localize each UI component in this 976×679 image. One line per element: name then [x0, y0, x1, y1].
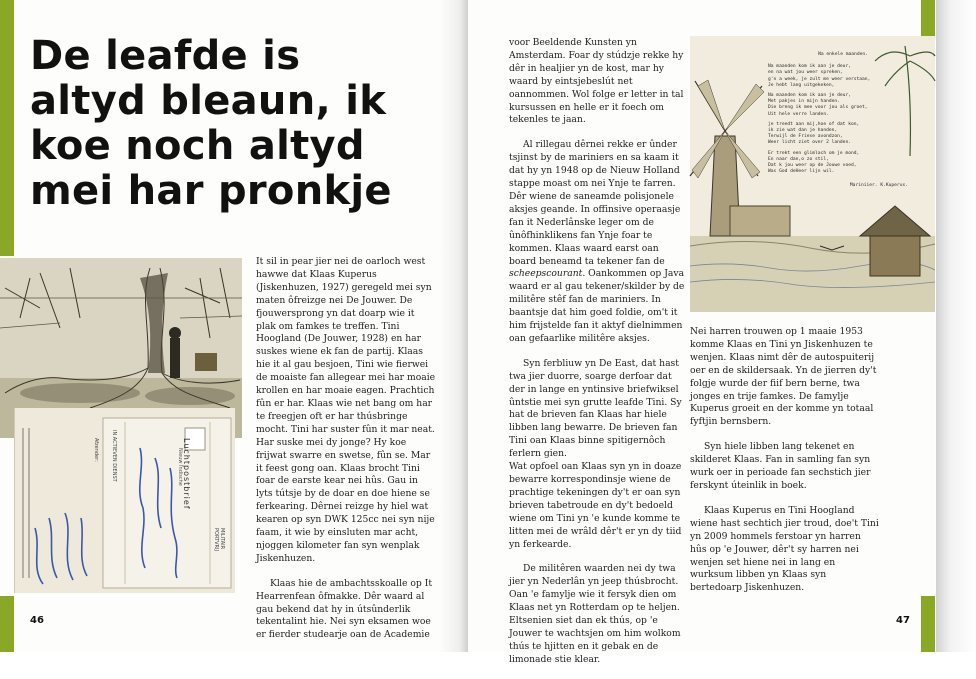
airmail-envelope-image [14, 408, 235, 593]
paragraph: Nei harren trouwen op 1 maaie 1953 komme Klaas en Tini yn Jiskenhuzen te wenjen. Klaas nimt dêr de autospuiterij oer en de skildersaak. Yn de jierren dy't folgje wurde der fiif bern berne, twa jonges en trije famkes. De famylje Kuperus groeit en der komme yn totaal fyftjin bernsbern. [690, 326, 877, 428]
paragraph: Klaas Kuperus en Tini Hoogland wiene hast sechtich jier troud, doe't Tini yn 2009 hommels ferstoar yn harren hûs op 'e Jouwer, dêr't sy harren nei wenjen set hiene nei in lang en wurksum libben yn Klaas syn bertedoarp Jiskenhuzen. [690, 504, 879, 594]
paragraph [509, 139, 687, 346]
paragraph: Syn ferbliuw yn De East, dat hast twa jier duorre, soarge derfoar dat der in lange en yntinsive briefwiksel ûntstie mei syn grutte leafde Tini. Sy hat de brieven fan Klaas har hiele libben lang bewarre. De brieven fan Tini oan Klaas binne spitigernôch ferlern gien. [509, 357, 682, 460]
left-page [0, 0, 468, 652]
poem-line: ik zie wat dan je handen, [768, 128, 838, 134]
envelope-service-label: IN ACTIEVEN DIENST [111, 430, 117, 482]
green-accent-bar [0, 0, 14, 256]
poem-line: Je hebt lang uitgekeken, [768, 82, 835, 88]
poem-line: Na maanden kom ik aan je deur, [768, 93, 851, 99]
envelope-portvrij-label: PORTVRIJ [213, 528, 219, 551]
poem-line: je treedt aan mij,hoe of dat kon, [768, 121, 860, 127]
page-number-right: 47 [896, 615, 910, 626]
poem-line: Uit hele verre landen. [768, 111, 829, 117]
right-page [468, 0, 935, 665]
gutter-shadow [936, 0, 976, 652]
paragraph-text: . Oankommen op Java waard er al gau tekener/skilder by de militêre stêf fan de mariniers. In baantsje dat him goed foldie, om't it him frijstelde fan it aktyf dielnimmen oan gefaarlike militêre aksjes. [509, 268, 685, 344]
poem-line: Die breng ik mee voor jou als groet, [768, 105, 868, 111]
typed-poem [768, 52, 918, 190]
envelope-subtitle: Nieuw Indische [177, 448, 183, 486]
text-column-1 [256, 256, 436, 654]
envelope-title: Luchtpostbrief [182, 438, 191, 510]
paragraph-text: Al rillegau dêrnei rekke er ûnder tsjinst by de mariniers en sa kaam it dat hy yn 1948 op de Nieuw Holland stappe moast om nei Ynje te farren. Dêr wiene de saneamde polisjonele aksjes geande. In offinsive operaasje fan it Nederlânske leger om de ûnôfhinklikens fan Ynje foar te kommen. Klaas waard earst oan board beneamd ta tekener fan de [509, 139, 681, 267]
paragraph: Wat opfoel oan Klaas syn yn in doaze bewarre korrespondinsje wiene de prachtige tekeningen dy't er oan syn brieven tabetroude en dy't bedoeld wiene om Tini yn 'e kunde komme te litten mei de wrâld dêr't er yn dy tiid yn ferkearde. [509, 461, 682, 550]
poem-line: g'n a week, je zult me weer verstaan, [768, 76, 871, 82]
green-accent-bar [921, 596, 935, 652]
poem-line: Terwijl de Friese avondzon, [768, 134, 843, 140]
page-number-left: 46 [30, 615, 44, 626]
poem-line: Was God deHeer lijn wil. [768, 169, 835, 175]
text-column-2 [509, 37, 687, 679]
poem-line: Met pakjes in mijn handen. [768, 99, 840, 105]
headline: De leafde is altyd bleaun, ik koe noch altyd mei har pronkje [30, 33, 392, 214]
text-column-3 [690, 326, 880, 607]
illustrated-letter-image [690, 36, 935, 312]
gutter-shadow [440, 0, 468, 652]
envelope-sender-label: Afzender: [93, 438, 99, 462]
envelope-military-label: MILITAIR [219, 528, 225, 550]
poem-line: Dat k jou weer op de Jouwe voed, [768, 163, 857, 169]
paragraph: voor Beeldende Kunsten yn Amsterdam. Foar dy stúdzje rekke hy dêr in healjier yn de kost, mar hy waard by eintsjebeslút net oannommen. Wol folge er letter in tal kursussen en helle er it foech om tekenles te jaan. [509, 37, 684, 126]
poem-line: en na wat jou weer spreken, [768, 70, 843, 76]
paragraph: De militêren waarden nei dy twa jier yn Nederlân yn jeep thúsbrocht. Oan 'e famylje wie it fersyk dien om Klaas net yn Rotterdam op te heljen. Eltsenien siet dan ek thús, op 'e Jouwer te wachtsjen om him wolkom thús te hjitten en it gebak en de limonade stie klear. [509, 563, 681, 665]
paragraph: Har suske mei dy jonge? Hy koe frijwat swarre en swetse, fûn se. Mar it feest gong oan. Klaas brocht Tini foar de earste kear nei hûs. Gau in lyts tútsje by de doar en doe hiene se ferkearing. Dêrnei reizge hy hiel wat kearen op syn DWK 125cc nei syn nije faam, it wie by einsluten mar acht, njoggen kilometer fan syn wenplak Jiskenhuzen. [256, 436, 435, 564]
poem-line: Weer licht ziet over 2 landen. [768, 140, 851, 146]
poem-line: Er trekt een glimlach om je mond, [768, 150, 860, 156]
paragraph: It sil in pear jier nei de oarloch west hawwe dat Klaas Kuperus (Jiskenhuzen, 1927) geregeld mei syn maten ôfreizge nei De Jouwer. De fjouwersprong yn dat doarp wie it plak om famkes te treffen. Tini Hoogland (De Jouwer, 1928) en har suskes wiene ek fan de partij. Klaas hie it al gau besjoen, Tini wie fierwei de moaiste fan allegear mei har moaie krollen en har moaie eagen. Prachtich fûn er har. Klaas wie net bang om har te freegjen oft er har thúsbringe mocht. Tini har suster fûn it mar neat. [256, 256, 436, 435]
paragraph: Klaas hie de ambachtsskoalle op It Hearrenfean ôfmakke. Dêr waard al gau bekend dat hy in útsûnderlik tekentalint hie. Nei syn eksamen woe er fierder studearje oan de Academie [256, 577, 433, 641]
poem-line: Na maanden kom ik aan je deur, [768, 64, 851, 70]
newspaper-name: scheepscourant [509, 268, 583, 280]
poem-title: Na enkele maanden. [818, 52, 868, 57]
green-accent-bar [0, 596, 14, 652]
poem-signature: Mariniier. K.Kuperus. [849, 183, 908, 189]
poem-line: En naar dan,o zo stil, [768, 156, 829, 162]
paragraph: Syn hiele libben lang tekenet en skilderet Klaas. Fan in samling fan syn wurk oer in perioade fan sechstich jier ferskynt úteinlik in boek. [690, 441, 871, 491]
